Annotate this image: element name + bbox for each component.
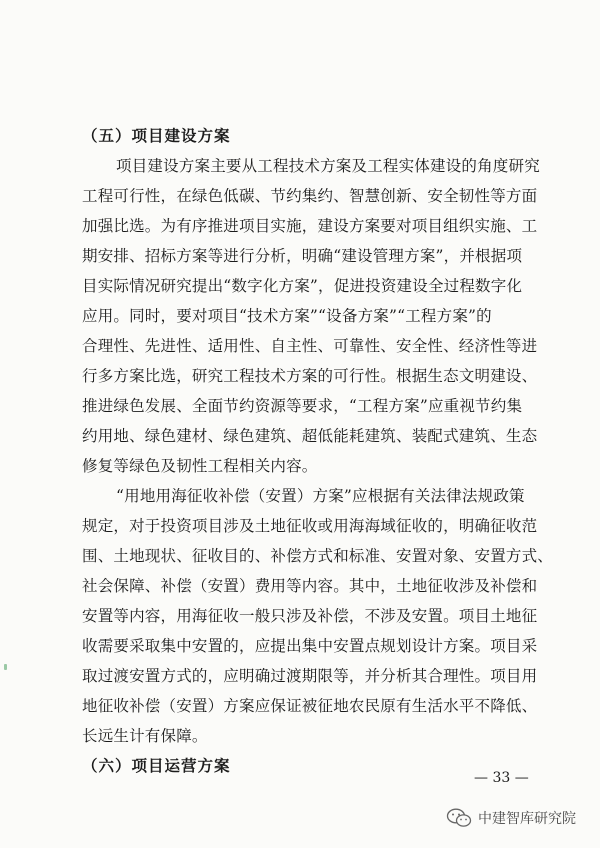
watermark-text: 中建智库研究院	[478, 811, 576, 827]
wechat-icon	[446, 808, 472, 828]
text-line: 社会保障、补偿（安置）费用等内容。其中，土地征收涉及补偿和	[82, 577, 538, 595]
text-line: 地征收补偿（安置）方案应保证被征地农民原有生活水平不降低、	[82, 697, 538, 715]
text-line: 取过渡安置方式的，应明确过渡期限等，并分析其合理性。项目用	[82, 667, 538, 685]
text-line: 工程可行性，在绿色低碳、节约集约、智慧创新、安全韧性等方面	[82, 187, 538, 205]
section-heading-5: （五）项目建设方案	[82, 126, 231, 145]
text-line: 行多方案比选，研究工程技术方案的可行性。根据生态文明建设、	[82, 367, 538, 385]
text-line: 修复等绿色及韧性工程相关内容。	[82, 457, 318, 475]
text-line: 围、土地现状、征收目的、补偿方式和标准、安置对象、安置方式、	[82, 547, 554, 565]
text-line: 收需要采取集中安置的，应提出集中安置点规划设计方案。项目采	[82, 637, 538, 655]
section-heading-6: （六）项目运营方案	[82, 756, 231, 775]
text-line: 合理性、先进性、适用性、自主性、可靠性、安全性、经济性等进	[82, 337, 538, 355]
text-line: 规定，对于投资项目涉及土地征收或用海海域征收的，明确征收范	[82, 517, 538, 535]
text-line: 目实际情况研究提出“数字化方案”，促进投资建设全过程数字化	[82, 277, 523, 295]
text-line: 加强比选。为有序推进项目实施，建设方案要对项目组织实施、工	[82, 217, 538, 235]
text-line: 推进绿色发展、全面节约资源等要求，“工程方案”应重视节约集	[82, 397, 523, 415]
scan-speck	[4, 664, 7, 670]
text-line: 安置等内容，用海征收一般只涉及补偿，不涉及安置。项目土地征	[82, 607, 538, 625]
text-line: “用地用海征收补偿（安置）方案”应根据有关法律法规政策	[116, 487, 525, 505]
text-line: 期安排、招标方案等进行分析，明确“建设管理方案”，并根据项	[82, 247, 523, 265]
text-line: 长远生计有保障。	[82, 727, 208, 745]
page-number: — 33 —	[474, 770, 529, 786]
watermark	[446, 808, 576, 828]
text-line: 应用。同时，要对项目“技术方案”“设备方案”“工程方案”的	[82, 307, 492, 325]
text-line: 约用地、绿色建材、绿色建筑、超低能耗建筑、装配式建筑、生态	[82, 427, 538, 445]
text-line: 项目建设方案主要从工程技术方案及工程实体建设的角度研究	[116, 157, 540, 175]
